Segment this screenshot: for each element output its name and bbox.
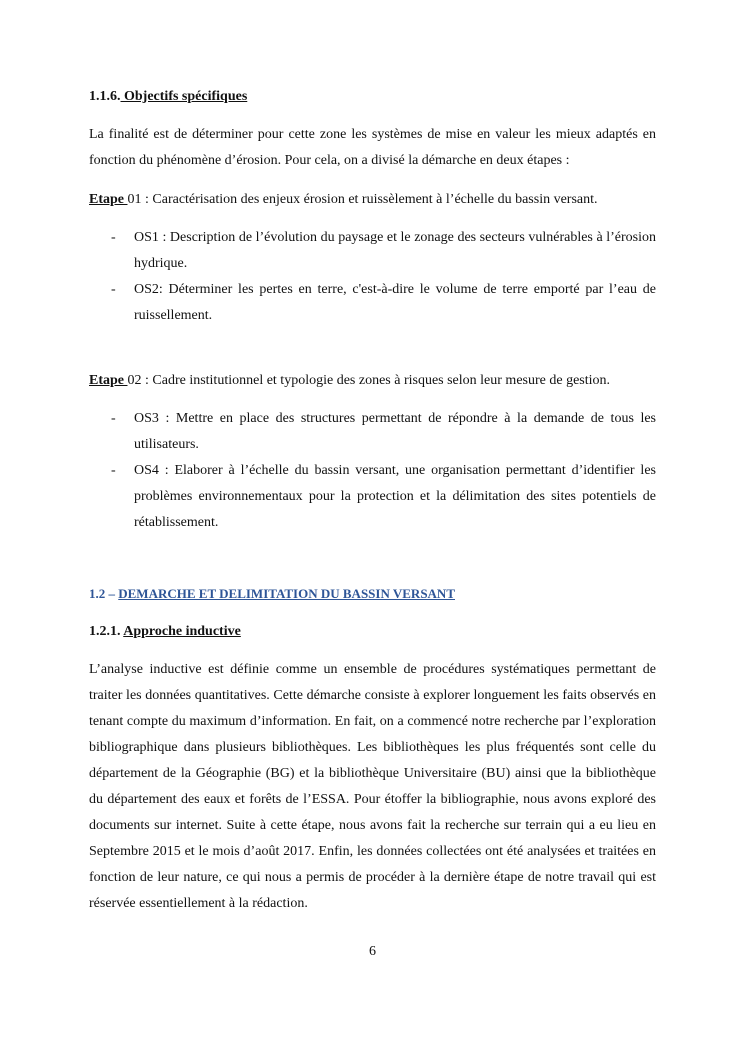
bullet-dash: - bbox=[111, 230, 116, 245]
objective-os1: OS1 : Description de l’évolution du paysage et le zonage des secteurs vulnérables à l’érosion hydrique. bbox=[134, 230, 656, 271]
intro-paragraph: La finalité est de déterminer pour cette zone les systèmes de mise en valeur les mieux adaptés en fonction du phénomène d’érosion. Pour cela, on a divisé la démarche en deux étapes : bbox=[89, 127, 656, 168]
etape-1-line bbox=[89, 187, 656, 213]
objective-os2: OS2: Déterminer les pertes en terre, c'est-à-dire le volume de terre emporté par l’eau de ruissellement. bbox=[134, 282, 656, 323]
section-number: 1.2 – bbox=[89, 586, 119, 601]
bullet-dash: - bbox=[111, 411, 116, 426]
page-number: 6 bbox=[369, 944, 376, 959]
heading-objectifs-specifiques bbox=[89, 89, 247, 105]
objective-os3: OS3 : Mettre en place des structures permettant de répondre à la demande de tous les utilisateurs. bbox=[134, 411, 656, 452]
etape-2-line bbox=[89, 368, 656, 394]
heading-number: 1.1.6. bbox=[89, 89, 121, 104]
etape-1-text: 01 : Caractérisation des enjeux érosion et ruissèlement à l’échelle du bassin versant. bbox=[127, 192, 598, 207]
section-title-text: DEMARCHE ET DELIMITATION DU BASSIN VERSANT bbox=[118, 586, 455, 601]
heading-approche-inductive bbox=[89, 624, 241, 640]
heading-title: Approche inductive bbox=[123, 624, 241, 639]
heading-number: 1.2.1. bbox=[89, 624, 124, 639]
etape-2-objectives bbox=[89, 406, 656, 536]
bullet-dash: - bbox=[111, 282, 116, 297]
list-item bbox=[89, 225, 656, 277]
inductive-paragraph: L’analyse inductive est définie comme un ensemble de procédures systématiques permettant de traiter les données quantitatives. Cette démarche consiste à explorer longuement les faits observés en tenant compte du maximum d’information. En fait, on a commencé notre recherche par l’exploration bibliographique dans plusieurs bibliothèques. Les bibliothèques les plus fréquentés sont celle du département de la Géographie (BG) et la bibliothèque Universitaire (BU) ainsi que la bibliothèque du département des eaux et forêts de l’ESSA. Pour étoffer la bibliographie, nous avons exploré des documents sur internet. Suite à cette étape, nous avons fait la recherche sur terrain qui a eu lieu en Septembre 2015 et le mois d’août 2017. Enfin, les données collectées ont été analysées et traitées en fonction de leur nature, ce qui nous a permis de procéder à la dernière étape de notre travail qui est réservée essentiellement à la rédaction. bbox=[89, 662, 656, 911]
etape-2-text: 02 : Cadre institutionnel et typologie des zones à risques selon leur mesure de gestion. bbox=[127, 373, 611, 388]
bullet-dash: - bbox=[111, 463, 116, 478]
objective-os4: OS4 : Elaborer à l’échelle du bassin versant, une organisation permettant d’identifier les problèmes environnementaux pour la protection et la délimitation des sites potentiels de rétablissement. bbox=[134, 463, 656, 530]
list-item bbox=[89, 458, 656, 536]
etape-2-label: Etape bbox=[89, 373, 128, 388]
list-item bbox=[89, 406, 656, 458]
list-item bbox=[89, 277, 656, 329]
heading-title: Objectifs spécifiques bbox=[120, 89, 248, 104]
etape-1-label: Etape bbox=[89, 192, 128, 207]
section-title-demarche bbox=[89, 586, 455, 602]
etape-1-objectives bbox=[89, 225, 656, 329]
